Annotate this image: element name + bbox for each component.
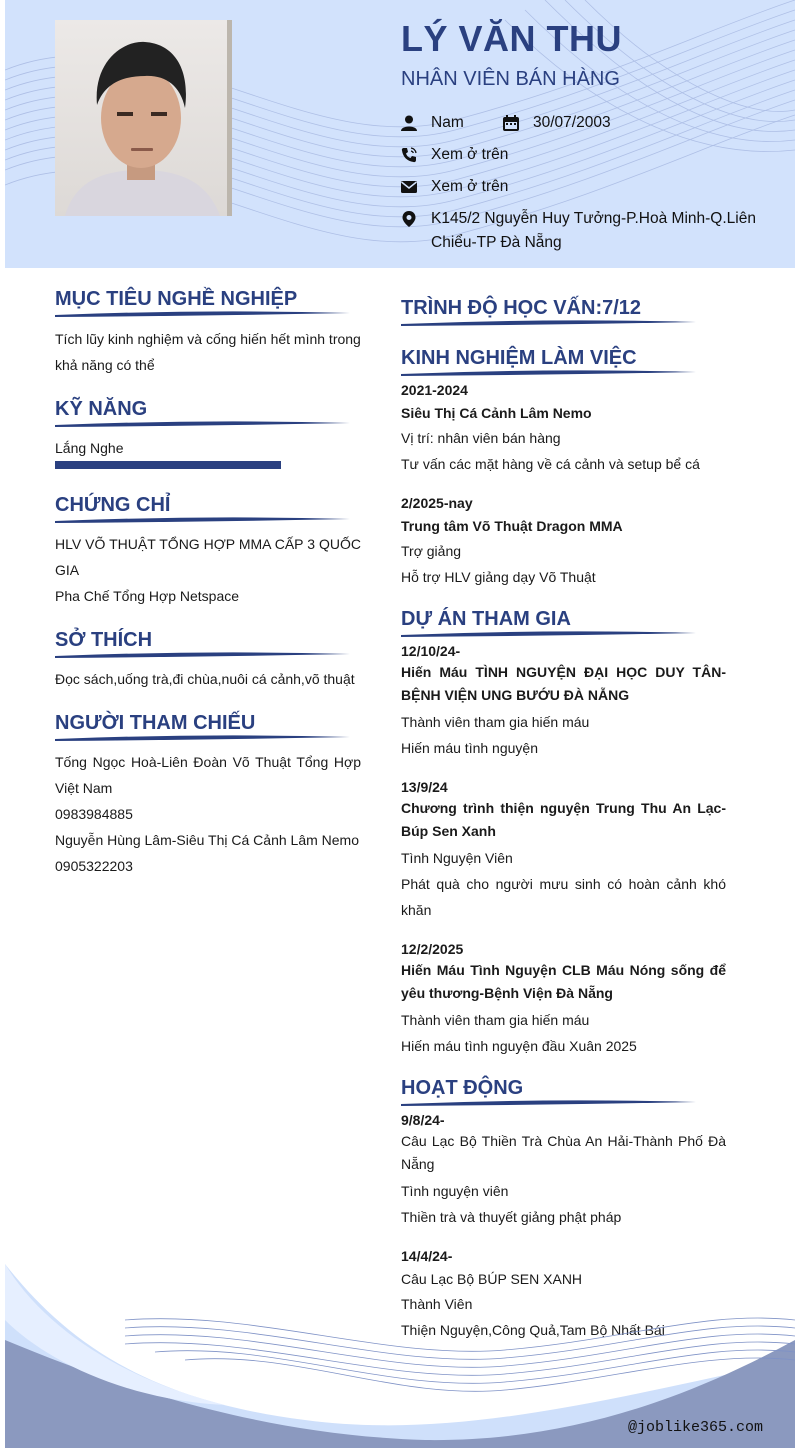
skill-name: Lắng Nghe — [55, 440, 124, 456]
hobbies-heading-underline — [55, 651, 350, 659]
hobbies-heading: SỞ THÍCH — [55, 629, 153, 651]
objective-heading: MỤC TIÊU NGHỀ NGHIỆP — [55, 288, 298, 310]
birthdate-row — [503, 114, 611, 135]
references-heading-underline — [55, 734, 350, 742]
activities-heading-underline — [401, 1099, 696, 1107]
envelope-icon — [401, 179, 417, 195]
skills-heading-underline — [55, 420, 350, 428]
cv-header — [5, 0, 795, 268]
user-icon — [401, 115, 417, 131]
skill-level-bar — [55, 461, 281, 469]
experience-heading-underline — [401, 369, 696, 377]
gender-text: Nam — [431, 114, 464, 131]
profile-photo — [55, 20, 232, 216]
phone-icon — [401, 147, 417, 163]
candidate-name: LÝ VĂN THU — [401, 18, 622, 59]
project-desc: Phát quà cho người mưu sinh có hoàn cảnh khó khăn — [401, 876, 726, 918]
address-row — [401, 210, 771, 255]
experience-date: 2/2025-nay — [401, 495, 473, 511]
projects-heading-underline — [401, 630, 696, 638]
address-text: K145/2 Nguyễn Huy Tưởng-P.Hoà Minh-Q.Liên Chiểu-TP Đà Nẵng — [431, 210, 756, 251]
gender-row — [401, 114, 464, 135]
activity-role: Thành Viên — [401, 1296, 473, 1312]
activities-heading: HOẠT ĐỘNG — [401, 1077, 524, 1099]
email-text: Xem ở trên — [431, 178, 509, 195]
job-title: NHÂN VIÊN BÁN HÀNG — [401, 68, 620, 90]
activity-org: Câu Lạc Bộ BÚP SEN XANH — [401, 1271, 583, 1287]
project-org: Hiến Máu TÌNH NGUYỆN ĐẠI HỌC DUY TÂN-BỆNH VIỆN UNG BƯỚU ĐÀ NẴNG — [401, 664, 726, 703]
project-date: 12/10/24- — [401, 643, 461, 659]
hobbies-text: Đọc sách,uống trà,đi chùa,nuôi cá cảnh,võ thuật — [55, 671, 355, 687]
experience-role: Vị trí: nhân viên bán hàng — [401, 430, 561, 446]
certificate-item: HLV VÕ THUẬT TỔNG HỢP MMA CẤP 3 QUỐC GIA — [55, 536, 361, 578]
project-role: Thành viên tham gia hiến máu — [401, 1012, 590, 1028]
experience-org: Trung tâm Võ Thuật Dragon MMA — [401, 518, 623, 534]
experience-org: Siêu Thị Cá Cảnh Lâm Nemo — [401, 405, 592, 421]
experience-date: 2021-2024 — [401, 382, 468, 398]
objective-text: Tích lũy kinh nghiệm và cống hiến hết mình trong khả năng có thể — [55, 331, 361, 373]
experience-desc: Tư vấn các mặt hàng về cá cảnh và setup bể cá — [401, 456, 700, 472]
project-org: Chương trình thiện nguyện Trung Thu An Lạc-Búp Sen Xanh — [401, 800, 726, 839]
reference-line: 0905322203 — [55, 858, 133, 874]
certificate-item: Pha Chế Tổng Hợp Netspace — [55, 588, 240, 604]
phone-row — [401, 146, 508, 167]
activity-role: Tình nguyện viên — [401, 1183, 509, 1199]
experience-role: Trợ giảng — [401, 543, 462, 559]
activity-org: Câu Lạc Bộ Thiền Trà Chùa An Hải-Thành Phố Đà Nẵng — [401, 1133, 726, 1172]
email-row — [401, 178, 508, 199]
references-heading: NGƯỜI THAM CHIẾU — [55, 712, 256, 734]
reference-line: 0983984885 — [55, 806, 133, 822]
activity-desc: Thiện Nguyện,Công Quả,Tam Bộ Nhất Bái — [401, 1322, 665, 1338]
project-role: Tình Nguyện Viên — [401, 850, 513, 866]
cv-page — [5, 0, 795, 1448]
certificates-heading: CHỨNG CHỈ — [55, 494, 171, 516]
activity-date: 9/8/24- — [401, 1112, 445, 1128]
calendar-icon — [503, 115, 519, 131]
location-pin-icon — [401, 211, 417, 227]
project-org: Hiến Máu Tình Nguyện CLB Máu Nóng sống để yêu thương-Bệnh Viện Đà Nẵng — [401, 962, 726, 1001]
project-date: 12/2/2025 — [401, 941, 464, 957]
objective-heading-underline — [55, 310, 350, 318]
experience-heading: KINH NGHIỆM LÀM VIỆC — [401, 347, 637, 369]
project-desc: Hiến máu tình nguyện đầu Xuân 2025 — [401, 1038, 637, 1054]
skills-heading: KỸ NĂNG — [55, 398, 148, 420]
experience-desc: Hỗ trợ HLV giảng dạy Võ Thuật — [401, 569, 596, 585]
project-role: Thành viên tham gia hiến máu — [401, 714, 590, 730]
project-date: 13/9/24 — [401, 779, 448, 795]
activity-date: 14/4/24- — [401, 1248, 453, 1264]
education-heading: TRÌNH ĐỘ HỌC VẤN:7/12 — [401, 297, 642, 319]
projects-heading: DỰ ÁN THAM GIA — [401, 608, 571, 630]
education-heading-underline — [401, 319, 696, 327]
activity-desc: Thiền trà và thuyết giảng phật pháp — [401, 1209, 622, 1225]
birthdate-text: 30/07/2003 — [533, 114, 611, 131]
reference-line: Tống Ngọc Hoà-Liên Đoàn Võ Thuật Tổng Hợp Việt Nam — [55, 754, 361, 796]
certificates-heading-underline — [55, 516, 350, 524]
reference-line: Nguyễn Hùng Lâm-Siêu Thị Cá Cảnh Lâm Nemo — [55, 832, 360, 848]
site-watermark: @joblike365.com — [627, 1419, 763, 1436]
project-desc: Hiến máu tình nguyện — [401, 740, 538, 756]
phone-text: Xem ở trên — [431, 146, 509, 163]
